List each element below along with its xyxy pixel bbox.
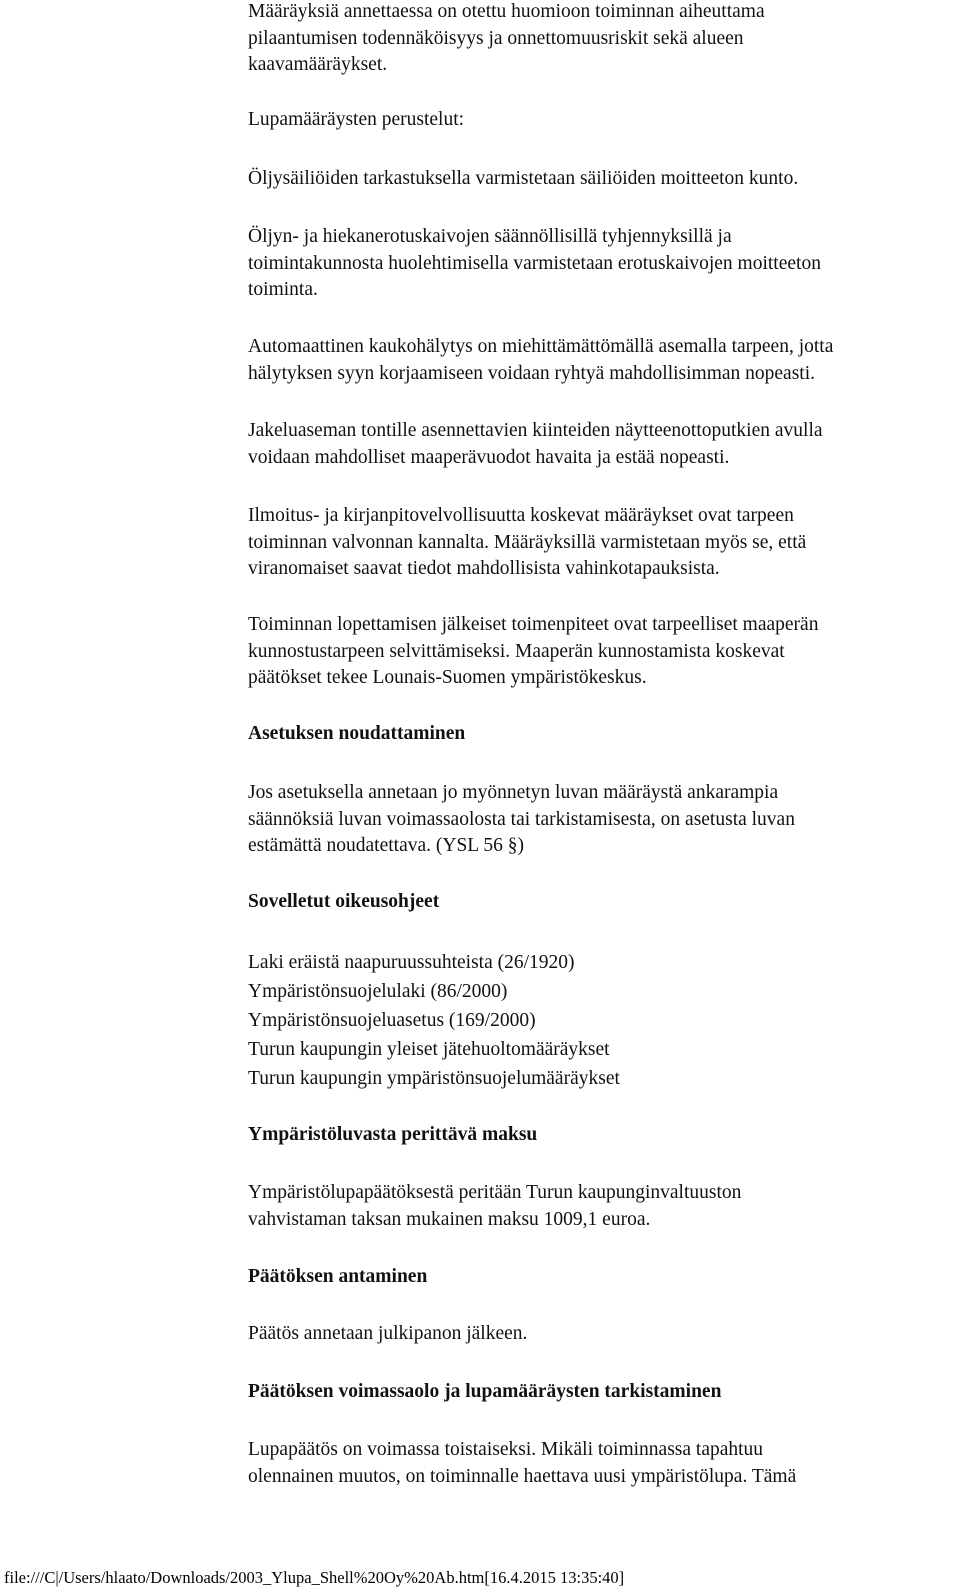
text-line: Ympäristölupapäätöksestä peritään Turun kaupunginvaltuuston <box>248 1182 742 1203</box>
list-item: Turun kaupungin ympäristönsuojelumääräykset <box>248 1068 620 1089</box>
text-line: Toiminnan lopettamisen jälkeiset toimenpiteet ovat tarpeelliset maaperän <box>248 614 819 635</box>
paragraph-closure-measures <box>248 612 818 692</box>
paragraph-reporting <box>248 503 806 583</box>
list-item: Ympäristönsuojeluasetus (169/2000) <box>248 1010 536 1031</box>
text-line: säännöksiä luvan voimassaolosta tai tarkistamisesta, on asetusta luvan <box>248 808 795 830</box>
paragraph-justifications-label <box>248 107 464 134</box>
text-line: Ilmoitus- ja kirjanpitovelvollisuutta koskevat määräykset ovat tarpeen <box>248 505 794 526</box>
paragraph-decision-validity <box>248 1437 796 1490</box>
text-line: Jos asetuksella annetaan jo myönnetyn luvan määräystä ankarampia <box>248 782 779 803</box>
text-line: toimintakunnosta huolehtimisella varmistetaan erotuskaivojen moitteeton <box>248 252 821 274</box>
text-line: Automaattinen kaukohälytys on miehittämättömällä asemalla tarpeen, jotta <box>248 336 834 357</box>
heading-decision-validity: Päätöksen voimassaolo ja lupamääräysten tarkistaminen <box>248 1381 722 1402</box>
paragraph-considerations <box>248 0 765 79</box>
page-footer-url: file:///C|/Users/hlaato/Downloads/2003_Ylupa_Shell%20Oy%20Ab.htm[16.4.2015 13:35:40] <box>4 1568 625 1587</box>
text-line: olennainen muutos, on toiminnalle haettava uusi ympäristölupa. Tämä <box>248 1465 797 1487</box>
heading-regulation-compliance: Asetuksen noudattaminen <box>248 723 466 744</box>
heading-decision-issuance: Päätöksen antaminen <box>248 1266 428 1287</box>
paragraph-separator-wells <box>248 224 821 304</box>
text-line: Öljysäiliöiden tarkastuksella varmistetaan säiliöiden moitteeton kunto. <box>248 168 799 189</box>
heading-permit-fee: Ympäristöluvasta perittävä maksu <box>248 1124 538 1145</box>
paragraph-regulation-compliance <box>248 780 795 860</box>
paragraph-oil-tanks <box>248 166 798 193</box>
text-line: kaavamääräykset. <box>248 54 388 75</box>
text-line: päätökset tekee Lounais-Suomen ympäristökeskus. <box>248 667 647 688</box>
paragraph-decision-issuance <box>248 1321 527 1348</box>
text-line: voidaan mahdolliset maaperävuodot havaita ja estää nopeasti. <box>248 446 730 468</box>
heading-applied-law: Sovelletut oikeusohjeet <box>248 891 440 912</box>
text-line: toiminnan valvonnan kannalta. Määräyksillä varmistetaan myös se, että <box>248 531 807 553</box>
text-line: hälytyksen syyn korjaamiseen voidaan ryhtyä mahdollisimman nopeasti. <box>248 362 816 384</box>
text-line: Jakeluaseman tontille asennettavien kiinteiden näytteenottoputkien avulla <box>248 420 823 441</box>
text-line: pilaantumisen todennäköisyys ja onnettomuusriskit sekä alueen <box>248 27 744 49</box>
text-line: viranomaiset saavat tiedot mahdollisista vahinkotapauksista. <box>248 558 720 579</box>
text-line: Öljyn- ja hiekanerotuskaivojen säännöllisillä tyhjennyksillä ja <box>248 226 732 247</box>
text-line: Päätös annetaan julkipanon jälkeen. <box>248 1323 528 1344</box>
text-line: kunnostustarpeen selvittämiseksi. Maaperän kunnostamista koskevat <box>248 640 785 662</box>
list-item: Laki eräistä naapuruussuhteista (26/1920) <box>248 952 575 973</box>
text-line: Määräyksiä annettaessa on otettu huomioon toiminnan aiheuttama <box>248 1 765 22</box>
text-line: vahvistaman taksan mukainen maksu 1009,1 euroa. <box>248 1208 651 1230</box>
text-line: Lupapäätös on voimassa toistaiseksi. Mikäli toiminnassa tapahtuu <box>248 1439 764 1460</box>
list-applied-laws <box>248 948 620 1093</box>
paragraph-permit-fee <box>248 1180 741 1233</box>
text-line: Lupamääräysten perustelut: <box>248 109 465 130</box>
text-line: toiminta. <box>248 279 318 300</box>
text-line: estämättä noudatettava. (YSL 56 §) <box>248 835 524 856</box>
list-item: Ympäristönsuojelulaki (86/2000) <box>248 981 508 1002</box>
paragraph-remote-alarm <box>248 334 833 387</box>
list-item: Turun kaupungin yleiset jätehuoltomääräykset <box>248 1039 610 1060</box>
paragraph-sampling-pipes <box>248 418 823 471</box>
